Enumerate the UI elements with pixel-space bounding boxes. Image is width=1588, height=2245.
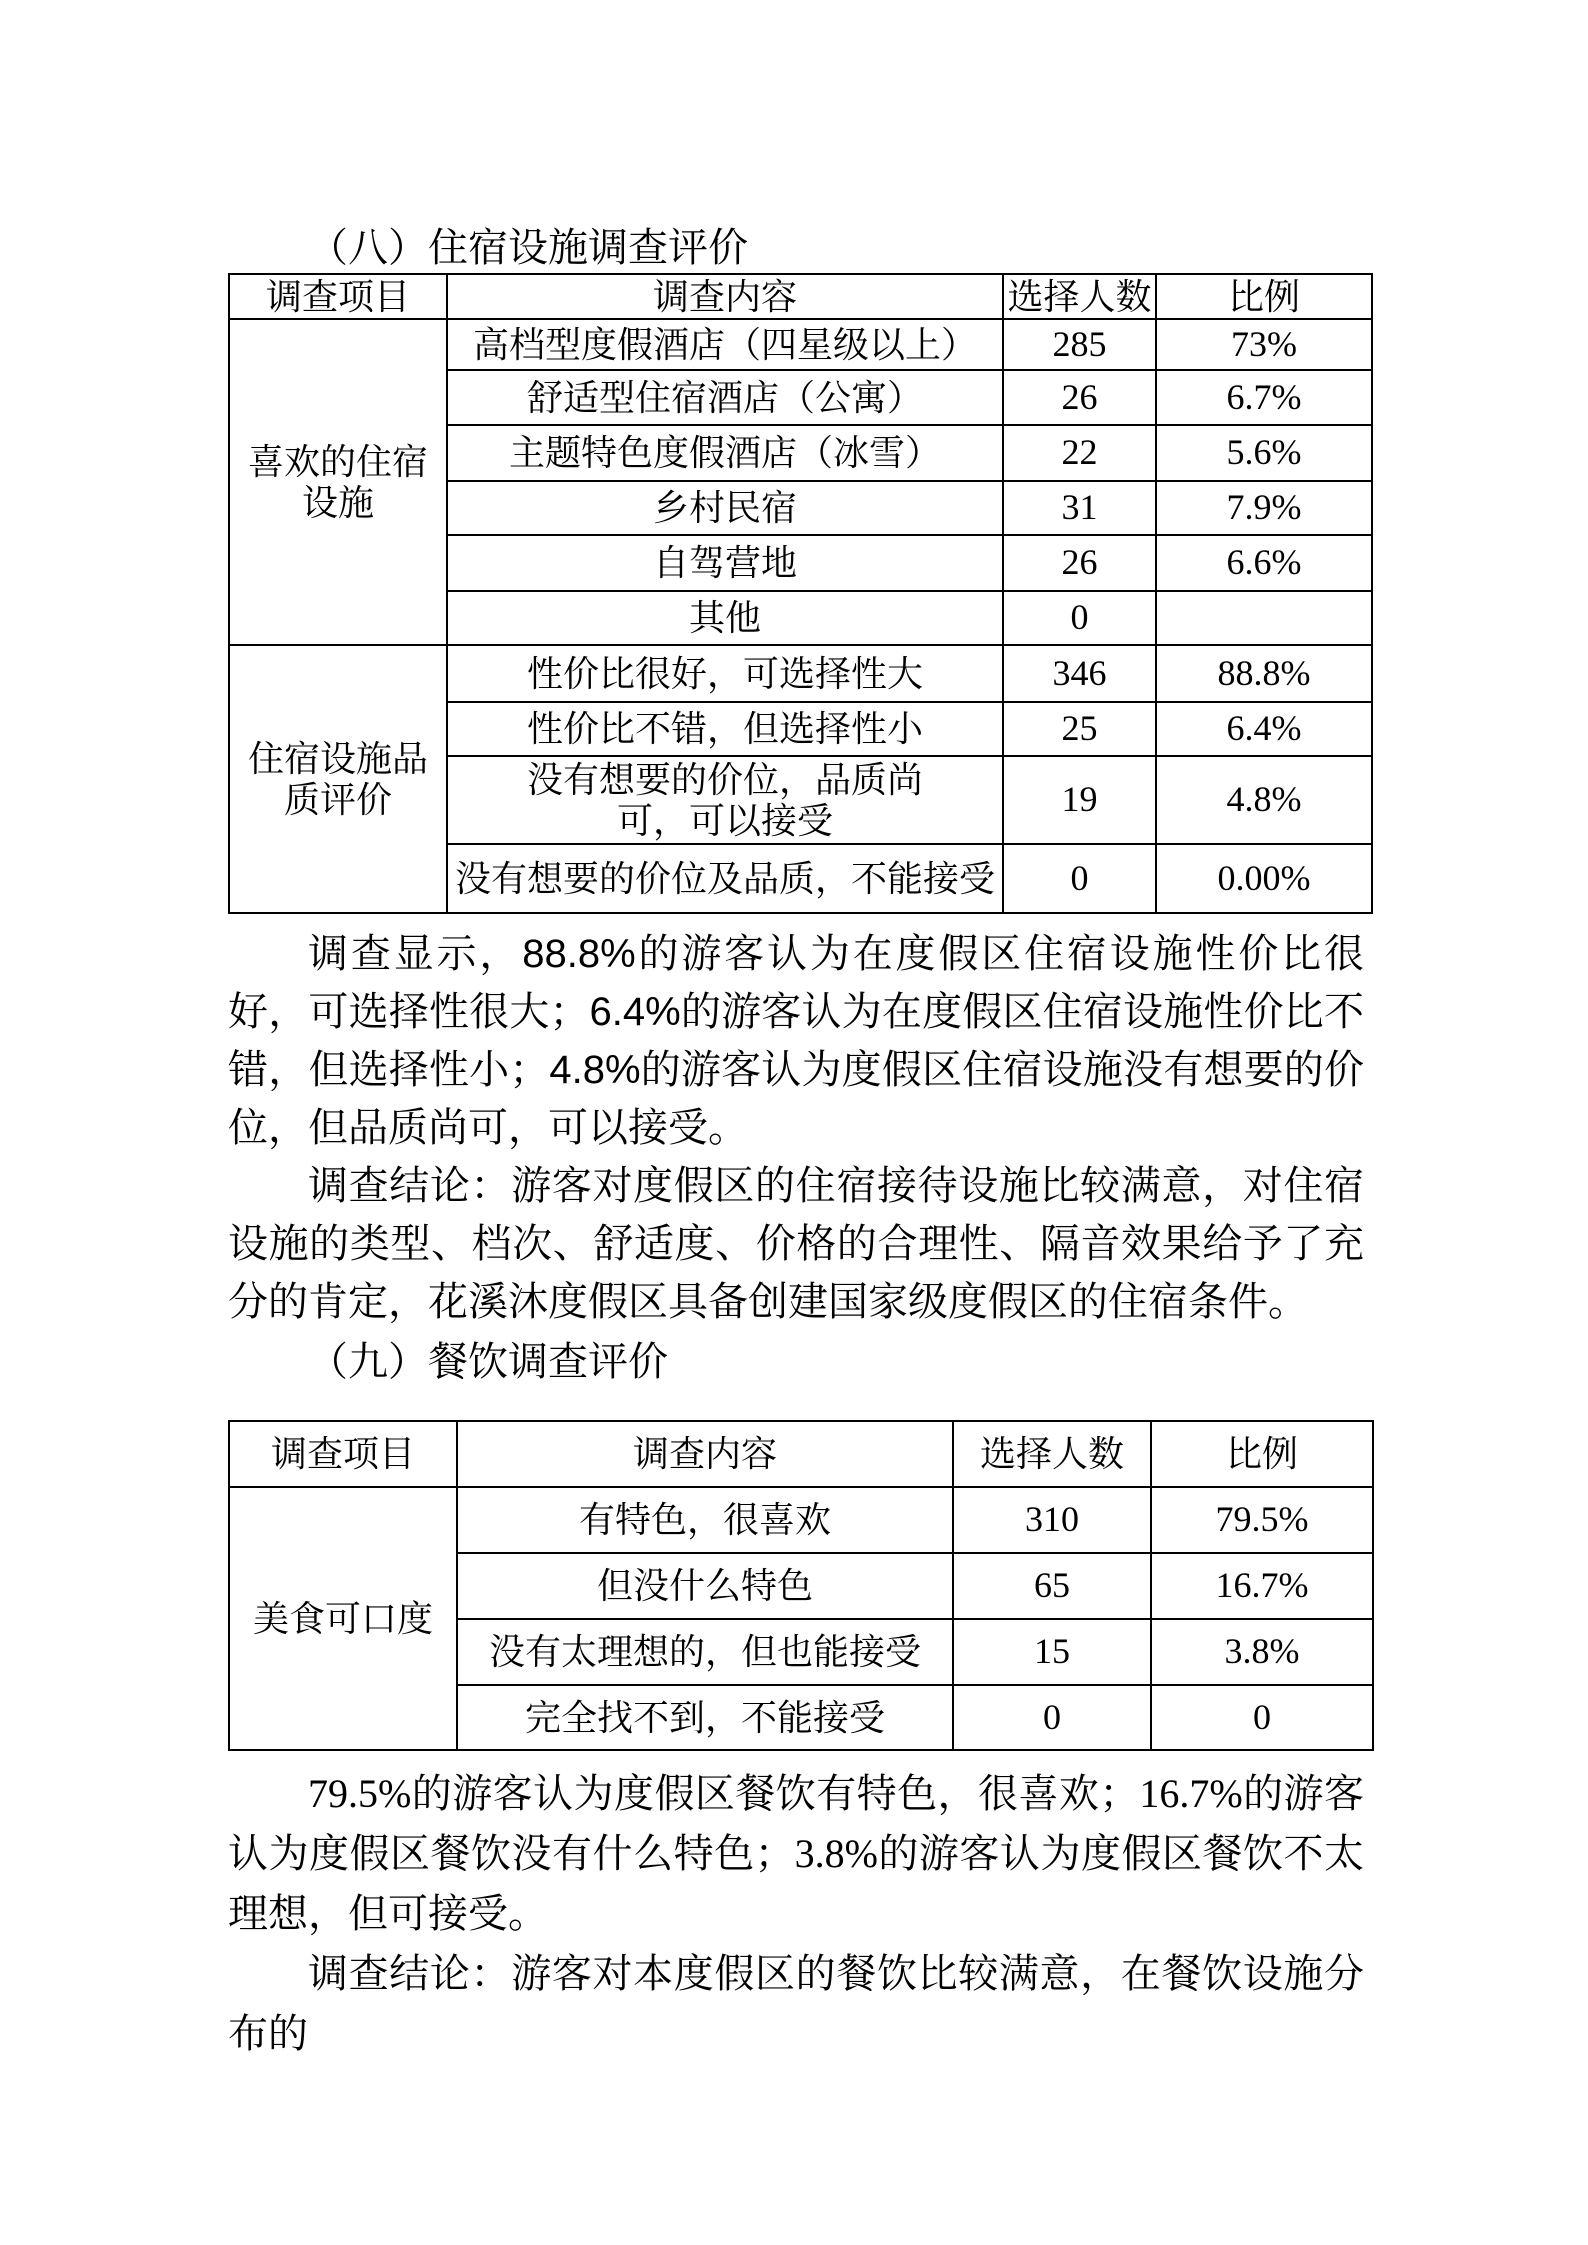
accommodation-survey-table	[228, 273, 1373, 914]
count-cell: 26	[1003, 370, 1156, 425]
table-header-row	[229, 274, 1372, 319]
count-cell: 0	[1003, 844, 1156, 913]
count-cell: 65	[953, 1553, 1151, 1619]
content-cell: 性价比不错，但选择性小	[447, 702, 1003, 756]
count-cell: 31	[1003, 481, 1156, 535]
count-cell: 15	[953, 1619, 1151, 1685]
count-cell: 310	[953, 1487, 1151, 1553]
paragraph-survey-result: 调查显示，88.8%的游客认为在度假区住宿设施性价比很好，可选择性很大；6.4%的游客认为在度假区住宿设施性价比不错，但选择性小；4.8%的游客认为度假区住宿设施没有想要的价位，但品质尚可，可以接受。	[228, 932, 1364, 1150]
ratio-cell: 0.00%	[1156, 844, 1372, 913]
ratio-cell: 7.9%	[1156, 481, 1372, 535]
ratio-cell: 79.5%	[1151, 1487, 1373, 1553]
category-line: 喜欢的住宿	[247, 440, 428, 482]
content-line: 可，可以接受	[616, 800, 833, 841]
ratio-cell: 88.8%	[1156, 645, 1372, 702]
column-header: 调查项目	[229, 1421, 457, 1487]
category-line: 美食可口度	[252, 1597, 433, 1639]
table-row	[229, 1487, 1373, 1553]
column-header: 比例	[1151, 1421, 1373, 1487]
content-cell: 没有太理想的，但也能接受	[457, 1619, 953, 1685]
column-header: 调查内容	[447, 274, 1003, 319]
paragraph-survey-conclusion: 调查结论：游客对本度假区的餐饮比较满意，在餐饮设施分布的	[228, 1951, 1364, 2056]
ratio-cell: 6.7%	[1156, 370, 1372, 425]
ratio-cell: 16.7%	[1151, 1553, 1373, 1619]
content-cell: 性价比很好，可选择性大	[447, 645, 1003, 702]
section-8-heading: （八）住宿设施调查评价	[308, 226, 748, 270]
section-9-paragraphs	[228, 1764, 1364, 2064]
content-cell: 主题特色度假酒店（冰雪）	[447, 425, 1003, 481]
paragraph-survey-conclusion: 调查结论：游客对度假区的住宿接待设施比较满意，对住宿设施的类型、档次、舒适度、价格的合理性、隔音效果给予了充分的肯定，花溪沐度假区具备创建国家级度假区的住宿条件。	[228, 1164, 1364, 1324]
section-8-paragraphs	[228, 925, 1364, 1331]
ratio-cell: 6.6%	[1156, 535, 1372, 591]
content-cell: 其他	[447, 591, 1003, 645]
ratio-cell: 0	[1151, 1685, 1373, 1750]
ratio-cell: 5.6%	[1156, 425, 1372, 481]
content-cell: 完全找不到，不能接受	[457, 1685, 953, 1750]
category-line: 住宿设施品	[247, 737, 428, 779]
ratio-cell: 6.4%	[1156, 702, 1372, 756]
section-9-heading: （九）餐饮调查评价	[308, 1340, 668, 1384]
ratio-cell: 73%	[1156, 319, 1372, 370]
content-cell: 乡村民宿	[447, 481, 1003, 535]
column-header: 比例	[1156, 274, 1372, 319]
column-header: 选择人数	[1003, 274, 1156, 319]
ratio-cell: 4.8%	[1156, 756, 1372, 844]
column-header: 调查项目	[229, 274, 447, 319]
count-cell: 0	[953, 1685, 1151, 1750]
ratio-cell	[1156, 591, 1372, 645]
category-cell	[229, 319, 447, 645]
column-header: 调查内容	[457, 1421, 953, 1487]
table-header-row	[229, 1421, 1373, 1487]
dining-survey-table	[228, 1420, 1374, 1751]
category-cell	[229, 645, 447, 913]
content-cell: 舒适型住宿酒店（公寓）	[447, 370, 1003, 425]
content-cell	[447, 756, 1003, 844]
category-line: 质评价	[283, 779, 392, 820]
content-cell: 但没什么特色	[457, 1553, 953, 1619]
count-cell: 346	[1003, 645, 1156, 702]
content-cell: 高档型度假酒店（四星级以上）	[447, 319, 1003, 370]
content-cell: 自驾营地	[447, 535, 1003, 591]
ratio-cell: 3.8%	[1151, 1619, 1373, 1685]
category-line: 设施	[301, 482, 374, 523]
category-cell	[229, 1487, 457, 1750]
column-header: 选择人数	[953, 1421, 1151, 1487]
count-cell: 25	[1003, 702, 1156, 756]
count-cell: 26	[1003, 535, 1156, 591]
content-cell: 没有想要的价位及品质，不能接受	[447, 844, 1003, 913]
content-cell: 有特色，很喜欢	[457, 1487, 953, 1553]
count-cell: 285	[1003, 319, 1156, 370]
count-cell: 0	[1003, 591, 1156, 645]
count-cell: 22	[1003, 425, 1156, 481]
table-row	[229, 319, 1372, 370]
count-cell: 19	[1003, 756, 1156, 844]
paragraph-survey-result: 79.5%的游客认为度假区餐饮有特色，很喜欢；16.7%的游客认为度假区餐饮没有什么特色；3.8%的游客认为度假区餐饮不太理想，但可接受。	[228, 1771, 1364, 1936]
content-line: 没有想要的价位，品质尚	[526, 758, 923, 800]
table-row	[229, 645, 1372, 702]
